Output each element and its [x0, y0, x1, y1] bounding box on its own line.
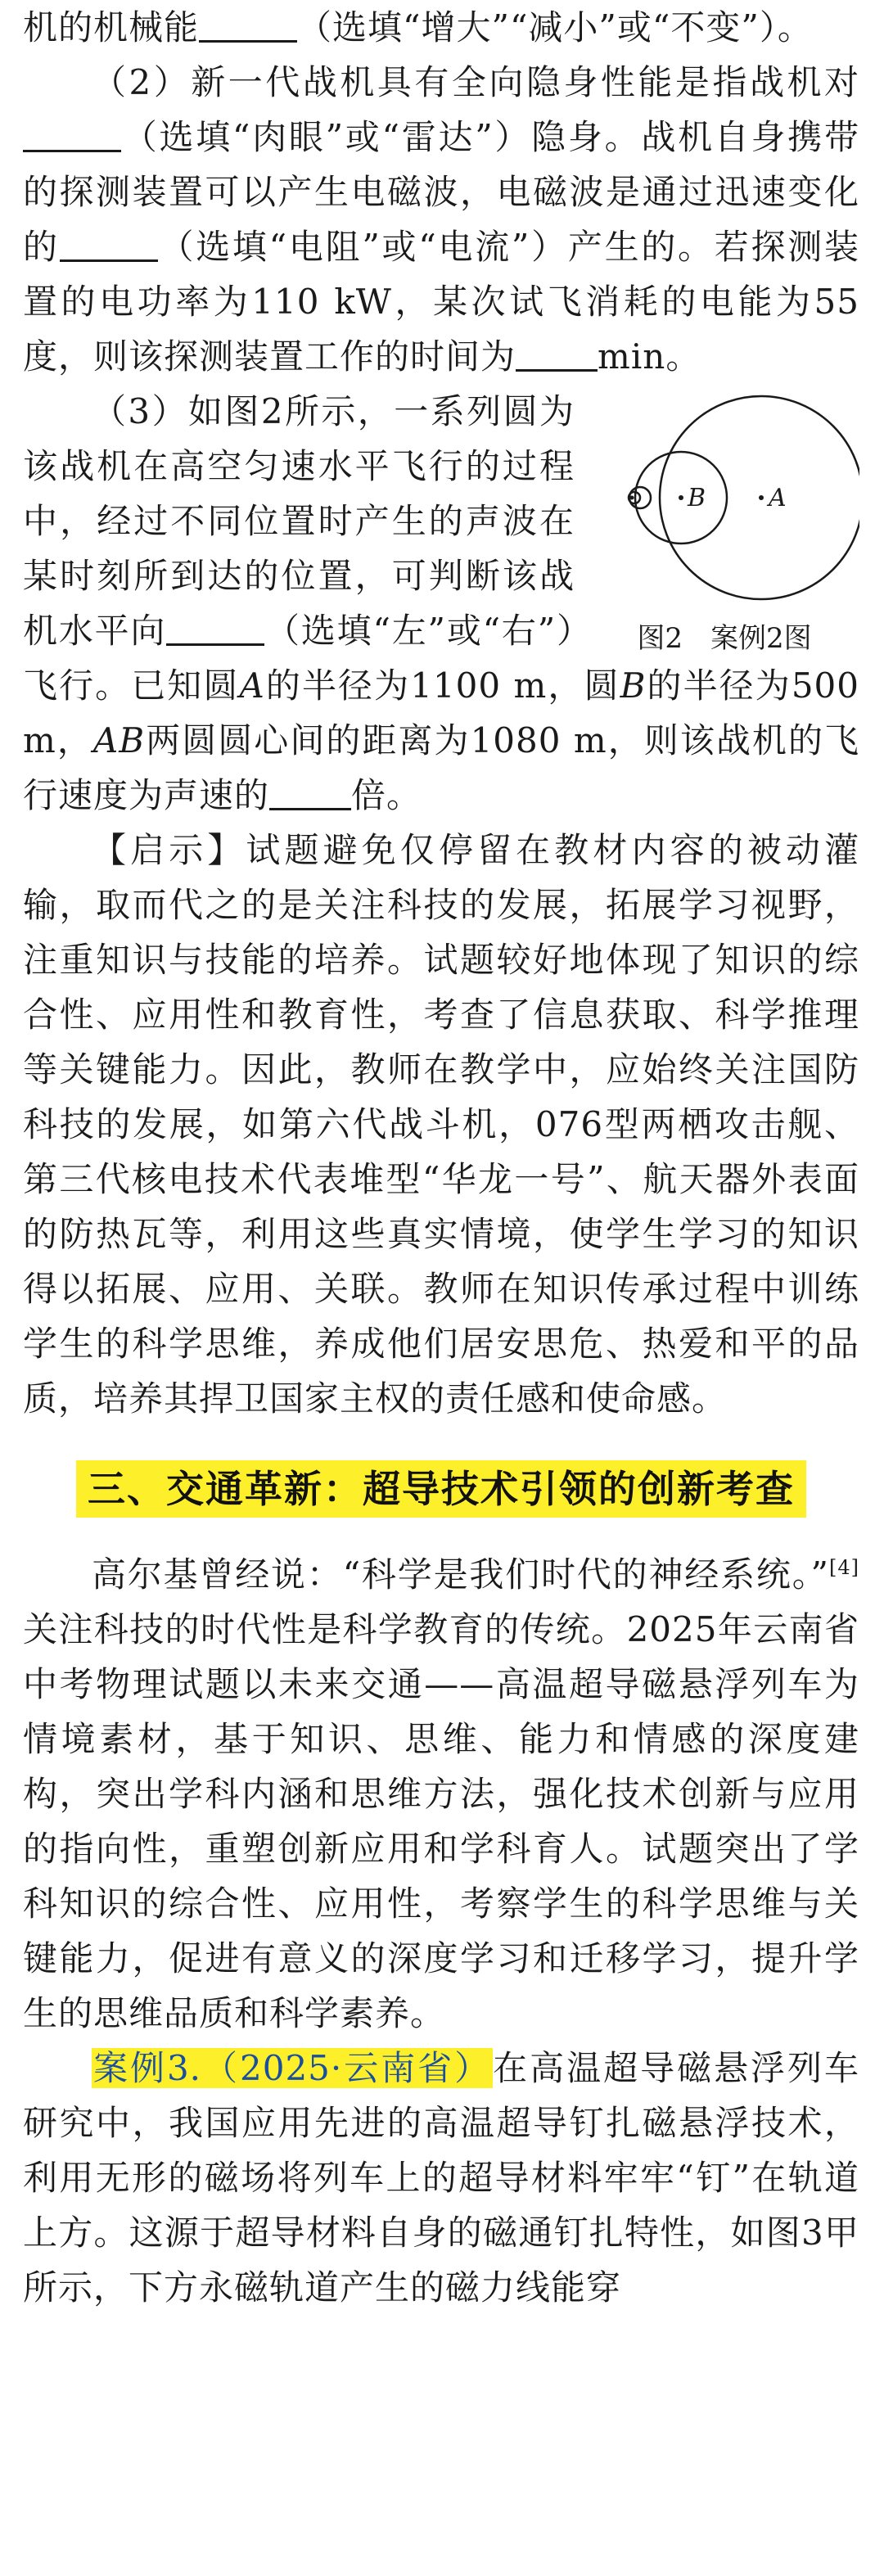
label-b: B — [688, 484, 706, 512]
q2-text-1: （2）新一代战机具有全向隐身性能是指战机对 — [92, 62, 859, 102]
q2-text-2: （选填“肉眼”或“雷达”）隐身。战机自身携带的探测装置可以产生电磁波，电磁波是通过迅速变化的 — [23, 117, 859, 267]
answer-blank-3 — [60, 228, 158, 262]
figure-caption: 图2 案例2图 — [637, 622, 812, 655]
case3-text: 在高温超导磁悬浮列车研究中，我国应用先进的高温超导钉扎磁悬浮技术，利用无形的磁场将列车上的超导材料牢牢“钉”在轨道上方。这源于超导材料自身的磁通钉扎特性，如图3甲所示，下方永磁轨道产生的磁力线能穿 — [23, 2048, 859, 2308]
plane-position-dot — [630, 496, 634, 500]
figure-2 — [589, 387, 859, 657]
var-b: B — [620, 665, 647, 706]
section-title: 三、交通革新：超导技术引领的创新考查 — [76, 1460, 806, 1518]
center-a-dot — [759, 495, 764, 500]
answer-blank-5 — [166, 612, 264, 646]
answer-blank-6 — [269, 777, 351, 810]
answer-blank-1 — [199, 9, 297, 43]
intro-text-2: 关注科技的时代性是科学教育的传统。2025年云南省中考物理试题以未来交通——高温超导磁悬浮列车为情境素材，基于知识、思维、能力和情感的深度建构，突出学科内涵和思维方法，强化技术创新与应用的指向性，重塑创新应用和学科育人。试题突出了学科知识的综合性、应用性，考察学生的科学思维与关键能力，促进有意义的深度学习和迁移学习，提升学生的思维品质和科学素养。 — [23, 1609, 859, 2033]
answer-blank-2 — [23, 119, 121, 152]
case3-label: 案例3.（2025·云南省） — [93, 2048, 492, 2088]
case3-paragraph — [23, 2041, 859, 2315]
answer-blank-4 — [516, 338, 598, 372]
q2-text-4: min。 — [598, 336, 701, 377]
q3-text-3: 的半径为1100 m，圆 — [264, 665, 620, 706]
q1-tail: 机的机械能 — [23, 7, 200, 47]
q2-text-3: （选填“电阻”或“电流”）产生的。若探测装置的电功率为110 kW，某次试飞消耗的电能为55度，则该探测装置工作的时间为 — [23, 227, 859, 377]
section-heading-row — [23, 1460, 859, 1518]
insight-paragraph: 【启示】试题避免仅停留在教材内容的被动灌输，取而代之的是关注科技的发展，拓展学习视野，注重知识与技能的培养。试题较好地体现了知识的综合性、应用性和教育性，考查了信息获取、科学推理等关键能力。因此，教师在教学中，应始终关注国防科技的发展，如第六代战斗机，076型两栖攻击舰、第三代核电技术代表堆型“华龙一号”、航天器外表面的防热瓦等，利用这些真实情境，使学生学习的知识得以拓展、应用、关联。教师在知识传承过程中训练学生的科学思维，养成他们居安思危、热爱和平的品质，培养其捍卫国家主权的责任感和使命感。 — [23, 830, 859, 1419]
q3-text-1: （3）如图2所示，一系列圆为该战机在高空匀速水平飞行的过程中，经过不同位置时产生的声波在某时刻所到达的位置，可判断该战机水平向 — [23, 391, 575, 651]
intro-paragraph — [23, 1547, 859, 2041]
q3-text-5: 两圆圆心间的距离为1080 m，则该战机的飞行速度为声速的 — [23, 720, 859, 815]
intro-text-1: 高尔基曾经说：“科学是我们时代的神经系统。” — [92, 1554, 829, 1595]
q3-text-4: 的半径为500 m， — [23, 665, 859, 760]
label-a: A — [769, 484, 787, 512]
center-b-dot — [679, 495, 683, 500]
q1-options: （选填“增大”“减小”或“不变”）。 — [297, 7, 813, 47]
citation-marker: [4] — [829, 1556, 859, 1579]
q3-text-2: （选填“左”或“右”）飞行。已知圆 — [23, 611, 575, 706]
q3-text-6: 倍。 — [351, 775, 422, 815]
var-ab: AB — [92, 720, 146, 760]
sound-wave-circles-diagram — [589, 387, 859, 657]
q2-paragraph — [23, 55, 859, 384]
var-a: A — [239, 665, 265, 706]
q1-paragraph — [23, 0, 859, 55]
